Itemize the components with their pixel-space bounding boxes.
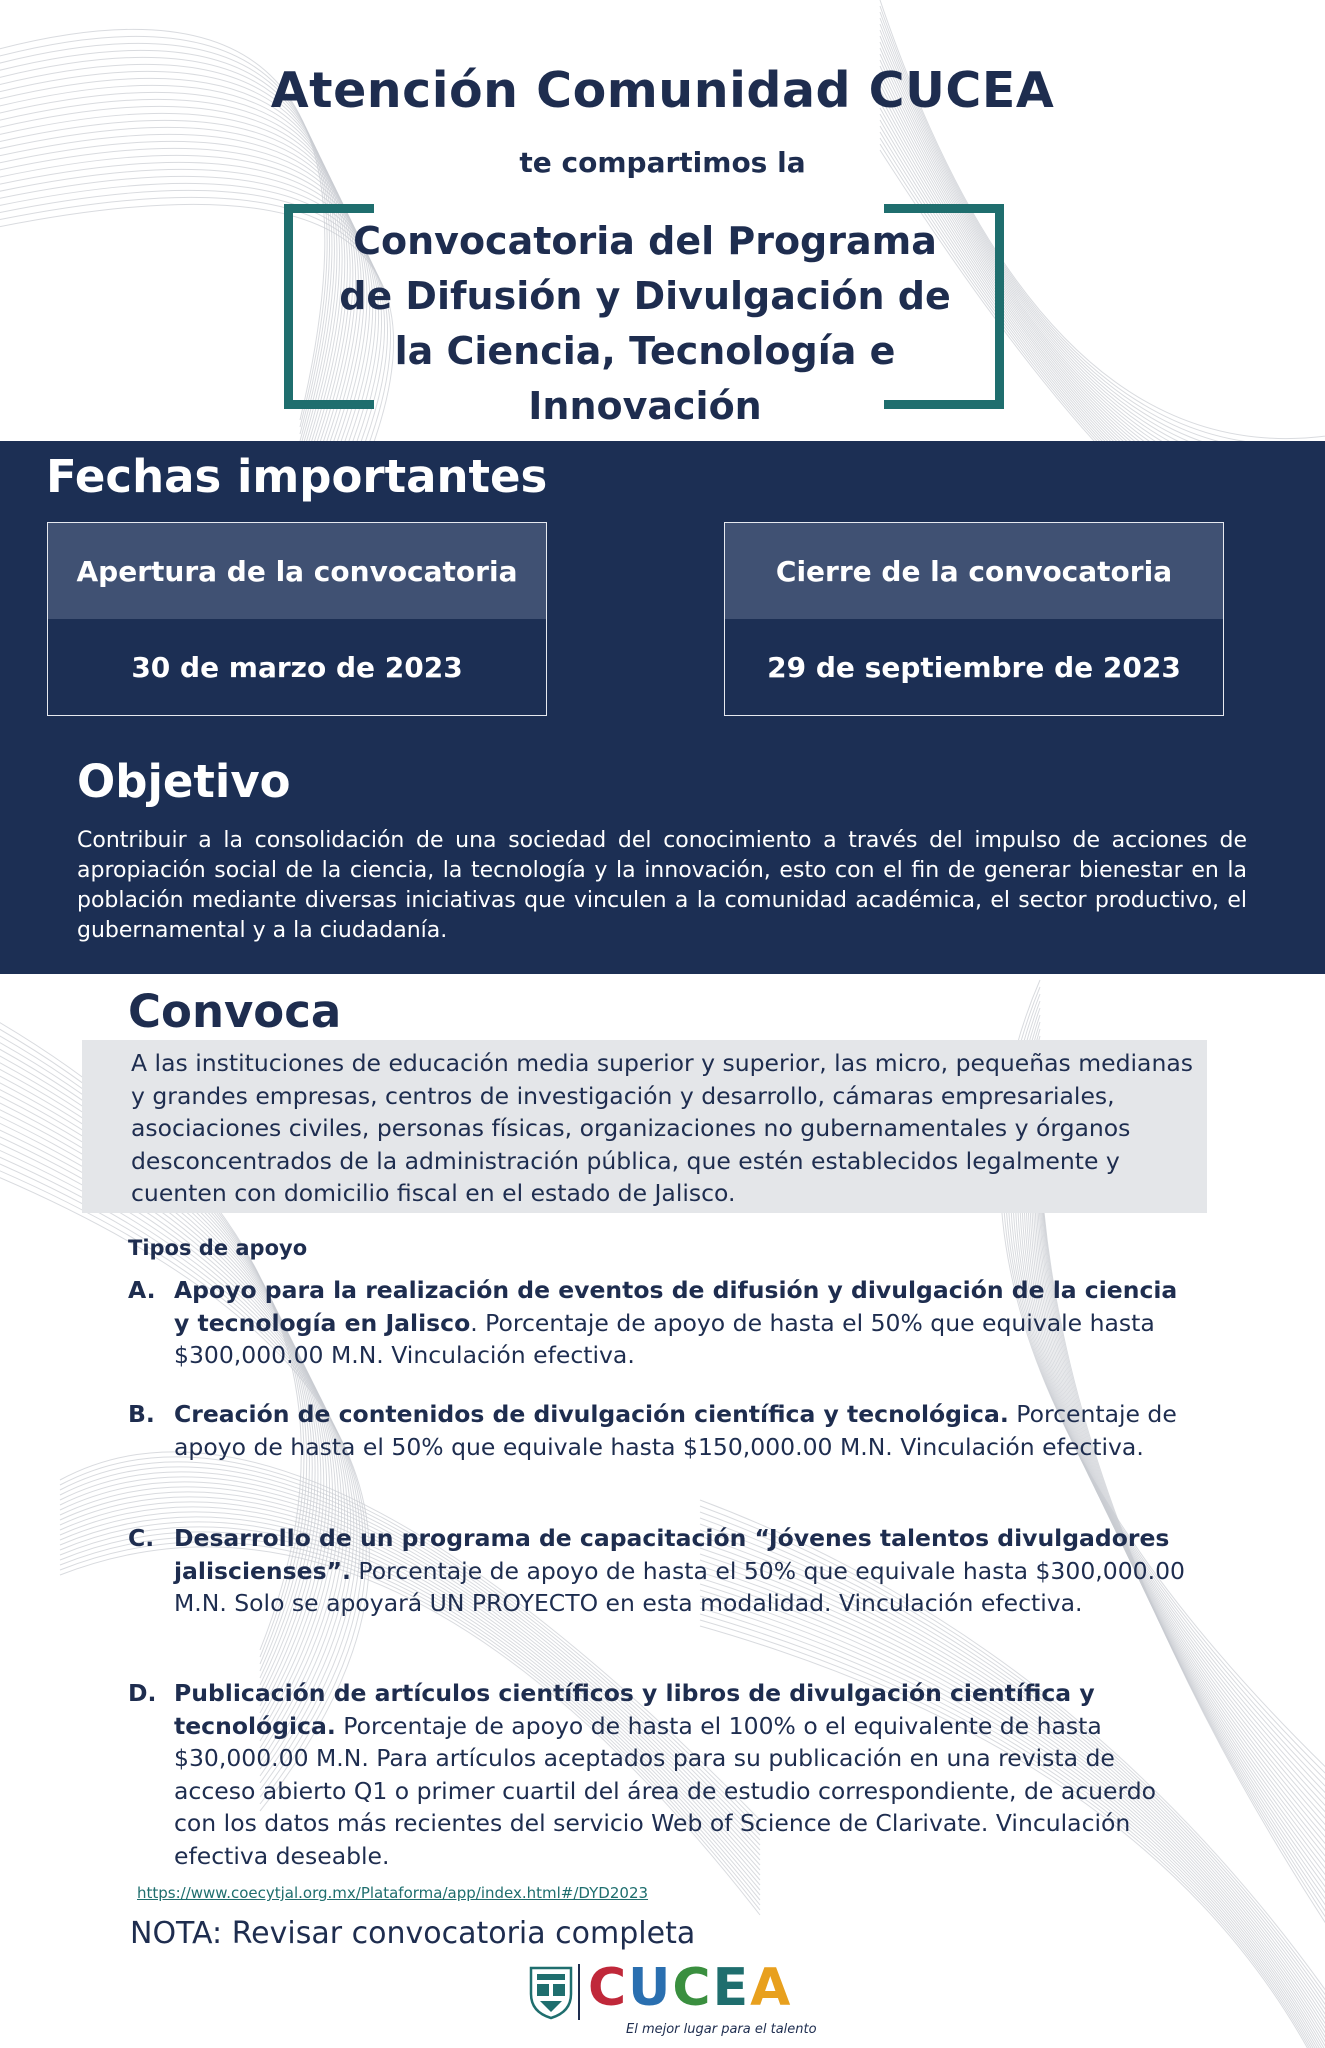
item-description: Porcentaje de apoyo de hasta el 50% que equivale hasta $300,000.00 M.N. Solo se apoyará UN PROYECTO en esta modalidad. Vinculación efectiva. bbox=[174, 1556, 1185, 1617]
item-letter: B. bbox=[128, 1400, 155, 1428]
item-title: Publicación de artículos científicos y libros de divulgación científica y tecnológica. bbox=[174, 1679, 1095, 1740]
support-type-item bbox=[128, 1274, 1188, 1372]
cierre-label: Cierre de la convocatoria bbox=[725, 523, 1223, 619]
support-type-item bbox=[128, 1522, 1188, 1620]
page-title: Atención Comunidad CUCEA bbox=[270, 62, 1055, 119]
item-description: . Porcentaje de apoyo de hasta el 50% que equivale hasta $300,000.00 M.N. Vinculación efectiva. bbox=[174, 1308, 1155, 1369]
logo-letter: C bbox=[588, 1958, 629, 2018]
program-title-line: Innovación bbox=[528, 384, 762, 428]
apertura-date: 30 de marzo de 2023 bbox=[131, 650, 463, 684]
program-title-line: Convocatoria del Programa bbox=[353, 219, 937, 263]
logo-divider bbox=[578, 1964, 580, 2020]
support-type-item bbox=[128, 1398, 1188, 1463]
page-subtitle: te compartimos la bbox=[519, 146, 806, 179]
nota-text: NOTA: Revisar convocatoria completa bbox=[130, 1916, 696, 1951]
cierre-date-box bbox=[724, 522, 1224, 716]
convocatoria-link[interactable]: https://www.coecytjal.org.mx/Plataforma/app/index.html#/DYD2023 bbox=[137, 1884, 649, 1902]
udg-shield-icon bbox=[528, 1964, 574, 2020]
logo-letter: U bbox=[628, 1958, 673, 2018]
item-title: Creación de contenidos de divulgación científica y tecnológica. bbox=[174, 1400, 1009, 1428]
logo-letter: A bbox=[750, 1958, 793, 2018]
apertura-label: Apertura de la convocatoria bbox=[48, 523, 546, 619]
item-description: Porcentaje de apoyo de hasta el 50% que equivale hasta $150,000.00 M.N. Vinculación efectiva. bbox=[174, 1400, 1177, 1461]
logo-letter: E bbox=[712, 1958, 751, 2018]
item-title: Desarrollo de un programa de capacitación “Jóvenes talentos divulgadores jaliscienses”. bbox=[174, 1524, 1170, 1585]
apertura-date-box bbox=[47, 522, 547, 716]
item-letter: A. bbox=[128, 1276, 156, 1304]
logo-letter: C bbox=[672, 1958, 713, 2018]
objetivo-text: Contribuir a la consolidación de una sociedad del conocimiento a través del impulso de acciones de apropiación social de la ciencia, la tecnología y la innovación, esto con el fin de generar bienestar en la población mediante diversas iniciativas que vinculen a la comunidad académica, el sector productivo, el gubernamental y a la ciudadanía. bbox=[77, 828, 1247, 943]
objetivo-heading: Objetivo bbox=[77, 755, 291, 808]
fechas-heading: Fechas importantes bbox=[46, 450, 548, 503]
convoca-text: A las instituciones de educación media superior y superior, las micro, pequeñas medianas y grandes empresas, centros de investigación y desarrollo, cámaras empresariales, asociaciones civiles, personas físicas, organizaciones no gubernamentales y órganos desconcentrados de la administración pública, que estén establecidos legalmente y cuenten con domicilio fiscal en el estado de Jalisco. bbox=[131, 1049, 1193, 1207]
item-title: Apoyo para la realización de eventos de difusión y divulgación de la ciencia y tecnología en Jalisco bbox=[174, 1276, 1178, 1337]
convoca-heading: Convoca bbox=[128, 985, 342, 1038]
logo-tagline: El mejor lugar para el talento bbox=[626, 2022, 817, 2037]
cucea-logo bbox=[528, 1958, 817, 2042]
item-letter: D. bbox=[128, 1679, 157, 1707]
program-title bbox=[300, 214, 990, 434]
program-title-line: de Difusión y Divulgación de bbox=[339, 274, 951, 318]
item-description: Porcentaje de apoyo de hasta el 100% o el equivalente de hasta $30,000.00 M.N. Para artículos aceptados para su publicación en una revista de acceso abierto Q1 o primer cuartil del área de estudio correspondiente, de acuerdo con los datos más recientes del servicio Web of Science de Clarivate. Vinculación efectiva deseable. bbox=[174, 1711, 1157, 1870]
item-letter: C. bbox=[128, 1524, 155, 1552]
tipos-heading: Tipos de apoyo bbox=[128, 1236, 308, 1260]
cucea-wordmark bbox=[588, 1958, 792, 2018]
support-type-item bbox=[128, 1677, 1188, 1872]
cierre-date: 29 de septiembre de 2023 bbox=[767, 650, 1181, 684]
program-title-line: la Ciencia, Tecnología e bbox=[394, 329, 896, 373]
